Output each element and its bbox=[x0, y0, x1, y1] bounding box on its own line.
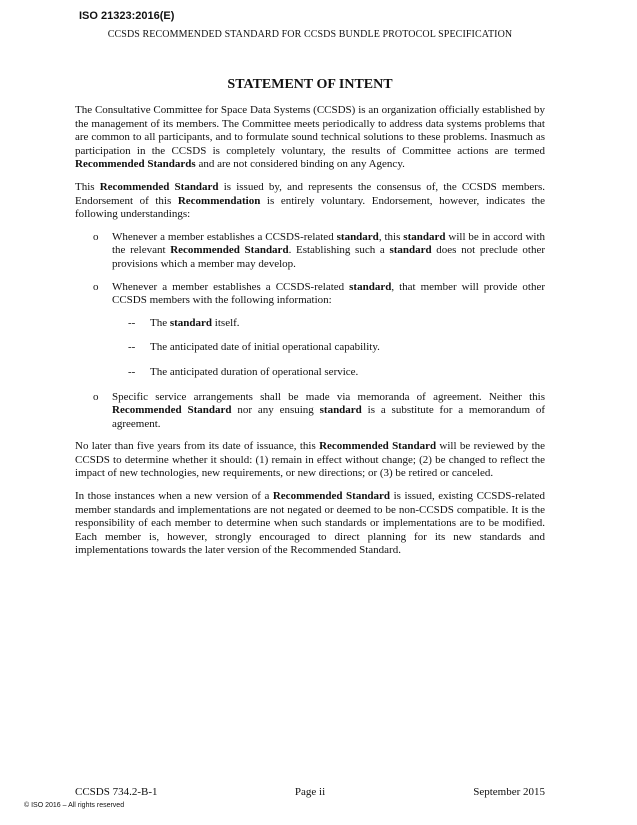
copyright-notice: © ISO 2016 – All rights reserved bbox=[24, 802, 125, 809]
running-head: CCSDS RECOMMENDED STANDARD FOR CCSDS BUNDLE PROTOCOL SPECIFICATION bbox=[107, 29, 513, 40]
paragraph-endorsement: This Recommended Standard is issued by, and represents the consensus of, the CCSDS members. Endorsement of this Recommendation is entirely voluntary. Endorsement, however, indicates the following understandings: bbox=[75, 180, 546, 221]
sublist-item: -- The standard itself. bbox=[128, 316, 240, 329]
iso-document-number: ISO 21323:2016(E) bbox=[79, 10, 175, 22]
paragraph-review: No later than five years from its date of issuance, this Recommended Standard will be reviewed by the CCSDS to determine whether it should: (1) remain in effect without change; (2) be changed to reflect the impact of new technologies, new requirements, or new directions; or (3) be retired or canceled. bbox=[75, 440, 546, 480]
bullet-icon: o bbox=[93, 390, 99, 403]
information-sublist bbox=[112, 317, 545, 380]
list-item: o Whenever a member establishes a CCSDS-related standard, this standard will be in accord with the relevant Recommended Standard. Establishing such a standard does not preclude other provisions which a member may develop. bbox=[93, 230, 545, 270]
footer-page-number: Page ii bbox=[294, 786, 326, 798]
dash-icon: -- bbox=[128, 365, 136, 378]
list-item: o Whenever a member establishes a CCSDS-related standard, that member will provide other CCSDS members with the following information: -- The standard itself. -- The anticipated date of initial operational capability. -- The anticipated duration of operational service. bbox=[93, 280, 545, 378]
dash-icon: -- bbox=[128, 316, 136, 329]
dash-icon: -- bbox=[128, 341, 136, 354]
understandings-list bbox=[75, 231, 545, 432]
paragraph-intro: The Consultative Committee for Space Data Systems (CCSDS) is an organization officially established by the management of its members. The Committee meets periodically to address data systems problems that are common to all participants, and to formulate sound technical solutions to these problems. Inasmuch as participation in the CCSDS is completely voluntary, the results of Committee actions are termed Recommended Standards and are not considered binding on any Agency. bbox=[75, 104, 545, 171]
footer-date: September 2015 bbox=[473, 786, 545, 798]
sublist-item: -- The anticipated duration of operational service. bbox=[128, 365, 359, 378]
sublist-item: -- The anticipated date of initial operational capability. bbox=[128, 341, 380, 354]
bullet-icon: o bbox=[93, 280, 99, 293]
page-title: STATEMENT OF INTENT bbox=[227, 77, 393, 92]
footer-document-id: CCSDS 734.2-B-1 bbox=[75, 786, 158, 798]
paragraph-new-version: In those instances when a new version of a Recommended Standard is issued, existing CCSDS-related member standards and implementations are not negated or deemed to be non-CCSDS compatible. It is the responsibility of each member to determine when such standards or implementations are to be modified. Each member is, however, strongly encouraged to direct planning for its new standards and implementations towards the later version of the Recommended Standard. bbox=[75, 490, 546, 557]
document-body bbox=[75, 104, 545, 567]
list-item: o Specific service arrangements shall be made via memoranda of agreement. Neither this Recommended Standard nor any ensuing standard is a substitute for a memorandum of agreement. bbox=[93, 390, 546, 430]
bullet-icon: o bbox=[93, 230, 99, 243]
